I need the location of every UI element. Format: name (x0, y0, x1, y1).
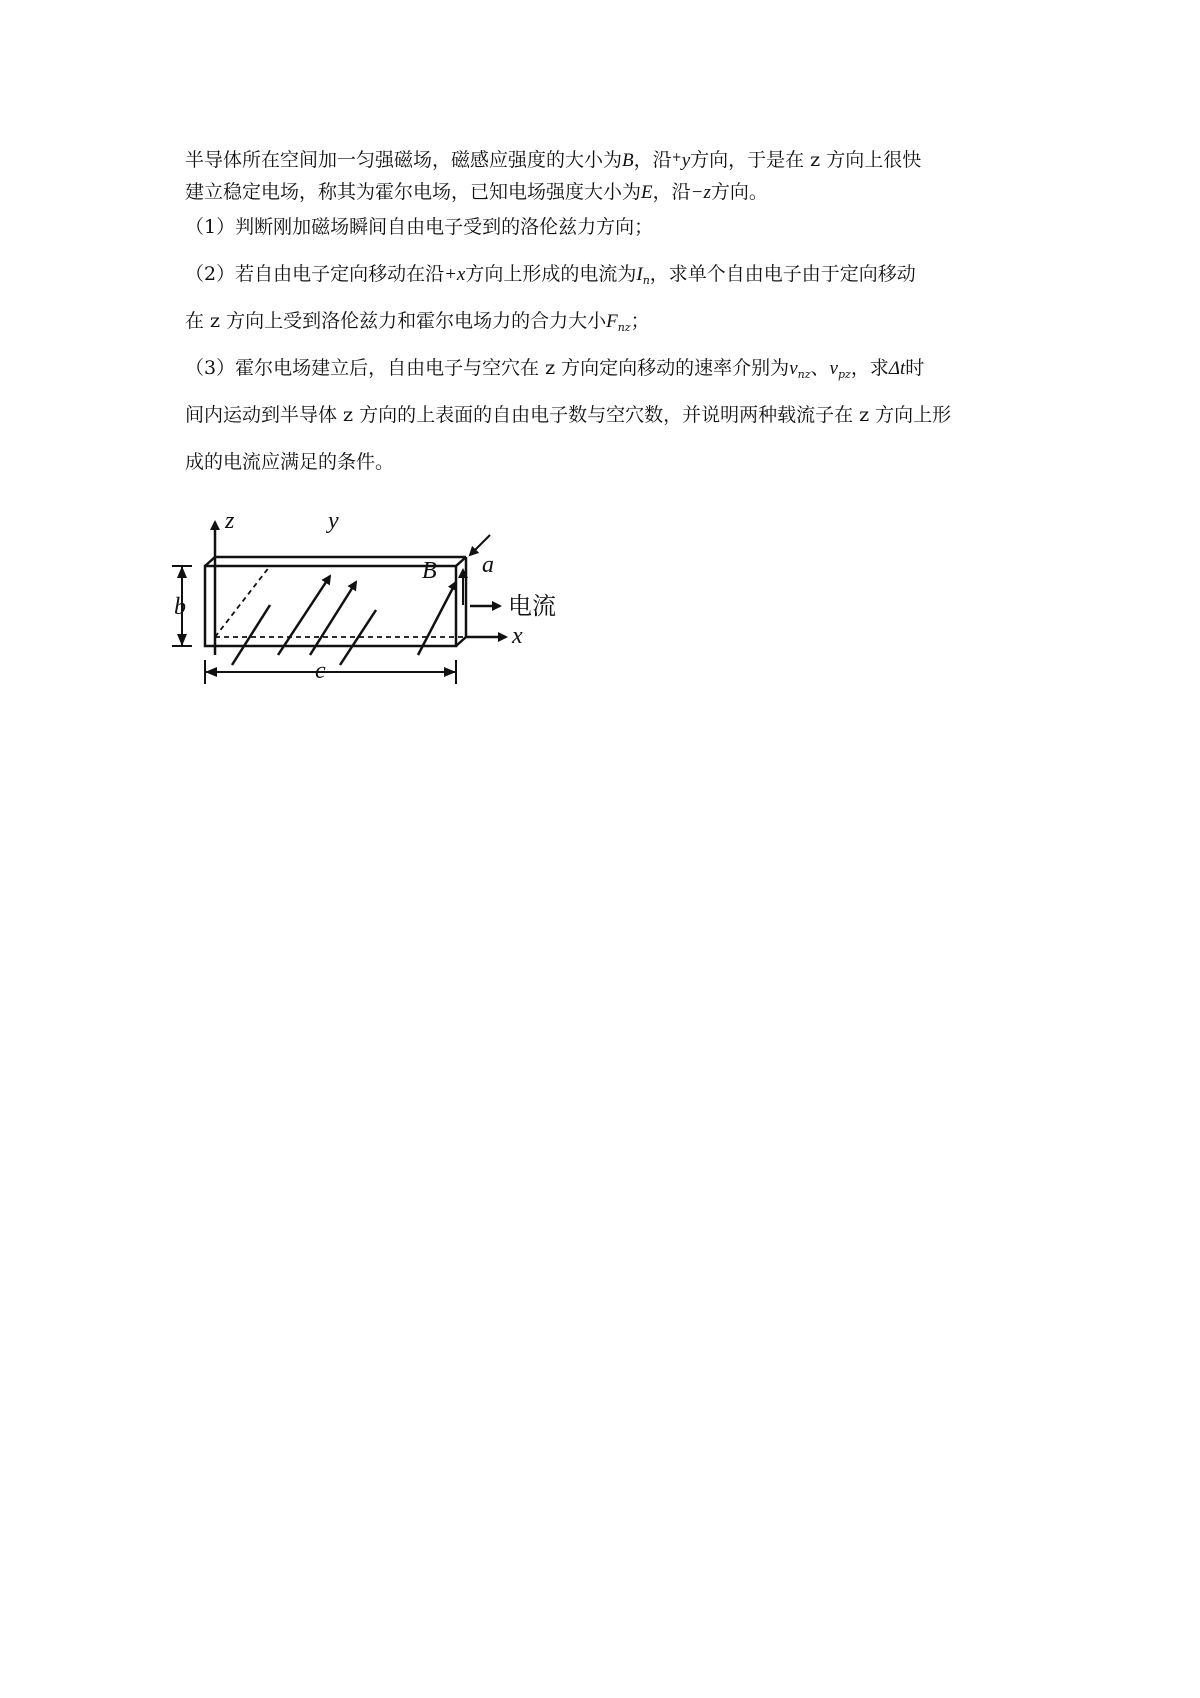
label-current: 电流 (508, 594, 556, 620)
dim-b-arrow-down (177, 634, 187, 646)
label-B: B (422, 558, 437, 584)
label-x: x (512, 623, 523, 649)
box-front-face (205, 566, 456, 646)
label-y: y (328, 508, 339, 534)
intro-line-2: 建立稳定电场，称其为霍尔电场，已知电场强度大小为E，沿−z方向。 (185, 181, 768, 203)
dim-b-arrow-up (177, 566, 187, 578)
question-1: （1）判断刚加磁场瞬间自由电子受到的洛伦兹力方向； (185, 216, 654, 238)
question-2-line-1: （2）若自由电子定向移动在沿+x方向上形成的电流为$I_n$，求单个自由电子由于定向移动 (185, 263, 916, 287)
field-arrow-1 (310, 582, 356, 655)
dim-c-arrow-left (205, 667, 217, 677)
field-line-lower-1 (232, 605, 270, 665)
field-arrow-B (418, 582, 456, 655)
label-z: z (225, 508, 235, 534)
label-c: c (315, 658, 326, 684)
question-3-line-1: （3）霍尔电场建立后，自由电子与空穴在 z 方向定向移动的速率介别为$v_{nz}$、$v_{pz}$，求Δt时 (185, 357, 925, 381)
y-axis-arrow (278, 576, 330, 655)
question-3-line-2: 间内运动到半导体 z 方向的上表面的自由电子数与空穴数，并说明两种载流子在 z 方向上形 (185, 404, 952, 426)
hidden-edge-diag (215, 566, 270, 637)
box-bottom-right (456, 637, 466, 646)
box-top-right (456, 557, 466, 566)
hall-effect-diagram (170, 500, 630, 760)
question-2-line-2: 在 z 方向上受到洛伦兹力和霍尔电场力的合力大小$F_{nz}$； (185, 310, 650, 334)
box-top-edge (205, 557, 215, 566)
intro-line-1: 半导体所在空间加一匀强磁场，磁感应强度的大小为B，沿+y方向，于是在 z 方向上很快 (185, 149, 922, 171)
dim-c-arrow-right (444, 667, 456, 677)
label-a: a (482, 552, 494, 578)
label-b: b (174, 594, 186, 620)
problem-text (185, 140, 1025, 480)
question-3-line-3: 成的电流应满足的条件。 (185, 451, 395, 473)
